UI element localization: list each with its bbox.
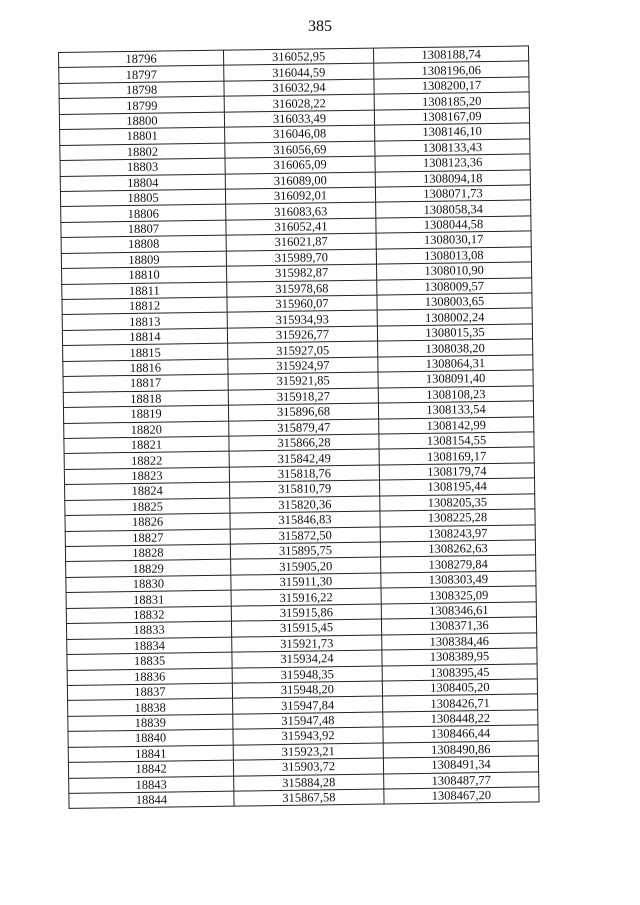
- coordinates-table: [58, 45, 540, 809]
- point-number-cell: 18823: [64, 467, 229, 485]
- y-coordinate-cell: 1308196,06: [374, 61, 529, 79]
- point-number-cell: 18814: [62, 328, 227, 346]
- x-coordinate-cell: 315915,86: [231, 604, 381, 622]
- point-number-cell: 18827: [65, 529, 230, 547]
- x-coordinate-cell: 315934,93: [227, 311, 377, 329]
- x-coordinate-cell: 315960,07: [227, 295, 377, 313]
- y-coordinate-cell: 1308185,20: [374, 92, 529, 110]
- point-number-cell: 18839: [68, 714, 233, 732]
- point-number-cell: 18801: [60, 127, 225, 145]
- point-number-cell: 18824: [65, 482, 230, 500]
- x-coordinate-cell: 315918,27: [228, 388, 378, 406]
- point-number-cell: 18829: [66, 560, 231, 578]
- y-coordinate-cell: 1308003,65: [377, 293, 532, 311]
- point-number-cell: 18815: [63, 343, 228, 361]
- x-coordinate-cell: 315818,76: [229, 465, 379, 483]
- y-coordinate-cell: 1308448,22: [383, 710, 538, 728]
- point-number-cell: 18796: [59, 50, 224, 68]
- point-number-cell: 18804: [60, 174, 225, 192]
- y-coordinate-cell: 1308167,09: [374, 108, 529, 126]
- y-coordinate-cell: 1308395,45: [382, 663, 537, 681]
- point-number-cell: 18837: [67, 683, 232, 701]
- y-coordinate-cell: 1308071,73: [375, 185, 530, 203]
- y-coordinate-cell: 1308225,28: [380, 509, 535, 527]
- y-coordinate-cell: 1308058,34: [376, 200, 531, 218]
- point-number-cell: 18830: [66, 575, 231, 593]
- y-coordinate-cell: 1308010,90: [376, 262, 531, 280]
- x-coordinate-cell: 315810,79: [230, 480, 380, 498]
- x-coordinate-cell: 315921,85: [228, 372, 378, 390]
- y-coordinate-cell: 1308002,24: [377, 308, 532, 326]
- y-coordinate-cell: 1308030,17: [376, 231, 531, 249]
- x-coordinate-cell: 315911,30: [231, 573, 381, 591]
- point-number-cell: 18835: [67, 652, 232, 670]
- point-number-cell: 18826: [65, 513, 230, 531]
- x-coordinate-cell: 316033,49: [224, 110, 374, 128]
- x-coordinate-cell: 316046,08: [225, 125, 375, 143]
- y-coordinate-cell: 1308094,18: [375, 169, 530, 187]
- y-coordinate-cell: 1308064,31: [378, 355, 533, 373]
- x-coordinate-cell: 316083,63: [226, 202, 376, 220]
- x-coordinate-cell: 315924,97: [228, 357, 378, 375]
- y-coordinate-cell: 1308243,97: [380, 524, 535, 542]
- point-number-cell: 18834: [67, 637, 232, 655]
- page-number: 385: [308, 18, 332, 35]
- y-coordinate-cell: 1308303,49: [381, 571, 536, 589]
- x-coordinate-cell: 315842,49: [229, 449, 379, 467]
- point-number-cell: 18831: [66, 590, 231, 608]
- point-number-cell: 18816: [63, 359, 228, 377]
- x-coordinate-cell: 315820,36: [230, 496, 380, 514]
- y-coordinate-cell: 1308389,95: [382, 648, 537, 666]
- y-coordinate-cell: 1308279,84: [381, 555, 536, 573]
- point-number-cell: 18820: [64, 421, 229, 439]
- y-coordinate-cell: 1308009,57: [377, 277, 532, 295]
- x-coordinate-cell: 316052,41: [226, 218, 376, 236]
- x-coordinate-cell: 316028,22: [224, 94, 374, 112]
- x-coordinate-cell: 316032,94: [224, 79, 374, 97]
- x-coordinate-cell: 315989,70: [226, 249, 376, 267]
- x-coordinate-cell: 315884,28: [234, 774, 384, 792]
- y-coordinate-cell: 1308467,20: [384, 787, 539, 805]
- y-coordinate-cell: 1308188,74: [373, 46, 528, 64]
- y-coordinate-cell: 1308013,08: [376, 247, 531, 265]
- y-coordinate-cell: 1308384,46: [382, 632, 537, 650]
- x-coordinate-cell: 315947,48: [233, 712, 383, 730]
- y-coordinate-cell: 1308371,36: [381, 617, 536, 635]
- y-coordinate-cell: 1308346,61: [381, 602, 536, 620]
- x-coordinate-cell: 315916,22: [231, 588, 381, 606]
- point-number-cell: 18818: [63, 390, 228, 408]
- point-number-cell: 18806: [61, 205, 226, 223]
- y-coordinate-cell: 1308142,99: [379, 416, 534, 434]
- point-number-cell: 18803: [60, 158, 225, 176]
- y-coordinate-cell: 1308490,86: [383, 741, 538, 759]
- point-number-cell: 18798: [59, 81, 224, 99]
- y-coordinate-cell: 1308179,74: [379, 463, 534, 481]
- y-coordinate-cell: 1308133,54: [378, 401, 533, 419]
- point-number-cell: 18809: [61, 251, 226, 269]
- point-number-cell: 18842: [68, 760, 233, 778]
- point-number-cell: 18812: [62, 297, 227, 315]
- coordinates-table-wrapper: [58, 45, 539, 809]
- coordinates-table-body: [59, 46, 540, 809]
- x-coordinate-cell: 315948,35: [232, 666, 382, 684]
- y-coordinate-cell: 1308108,23: [378, 386, 533, 404]
- x-coordinate-cell: 315943,92: [233, 727, 383, 745]
- point-number-cell: 18828: [65, 544, 230, 562]
- x-coordinate-cell: 316092,01: [225, 187, 375, 205]
- y-coordinate-cell: 1308038,20: [378, 339, 533, 357]
- point-number-cell: 18836: [67, 668, 232, 686]
- x-coordinate-cell: 315982,87: [227, 264, 377, 282]
- point-number-cell: 18808: [61, 235, 226, 253]
- point-number-cell: 18810: [62, 266, 227, 284]
- point-number-cell: 18799: [59, 96, 224, 114]
- x-coordinate-cell: 315872,50: [230, 527, 380, 545]
- x-coordinate-cell: 316065,09: [225, 156, 375, 174]
- point-number-cell: 18811: [62, 282, 227, 300]
- point-number-cell: 18807: [61, 220, 226, 238]
- x-coordinate-cell: 315896,68: [228, 403, 378, 421]
- x-coordinate-cell: 316021,87: [226, 233, 376, 251]
- x-coordinate-cell: 315866,28: [229, 434, 379, 452]
- x-coordinate-cell: 315879,47: [229, 419, 379, 437]
- y-coordinate-cell: 1308154,55: [379, 432, 534, 450]
- x-coordinate-cell: 315923,21: [233, 743, 383, 761]
- point-number-cell: 18797: [59, 66, 224, 84]
- x-coordinate-cell: 315934,24: [232, 650, 382, 668]
- x-coordinate-cell: 315921,73: [232, 635, 382, 653]
- y-coordinate-cell: 1308195,44: [380, 478, 535, 496]
- point-number-cell: 18833: [66, 621, 231, 639]
- point-number-cell: 18822: [64, 452, 229, 470]
- x-coordinate-cell: 315978,68: [227, 280, 377, 298]
- y-coordinate-cell: 1308405,20: [382, 679, 537, 697]
- point-number-cell: 18817: [63, 374, 228, 392]
- y-coordinate-cell: 1308325,09: [381, 586, 536, 604]
- x-coordinate-cell: 315905,20: [231, 557, 381, 575]
- point-number-cell: 18800: [59, 112, 224, 130]
- x-coordinate-cell: 315927,05: [228, 341, 378, 359]
- x-coordinate-cell: 316044,59: [224, 64, 374, 82]
- x-coordinate-cell: 316056,69: [225, 141, 375, 159]
- x-coordinate-cell: 315947,84: [233, 696, 383, 714]
- point-number-cell: 18819: [63, 405, 228, 423]
- x-coordinate-cell: 315948,20: [232, 681, 382, 699]
- y-coordinate-cell: 1308205,35: [380, 494, 535, 512]
- point-number-cell: 18838: [68, 699, 233, 717]
- x-coordinate-cell: 315903,72: [233, 758, 383, 776]
- y-coordinate-cell: 1308091,40: [378, 370, 533, 388]
- y-coordinate-cell: 1308491,34: [383, 756, 538, 774]
- y-coordinate-cell: 1308169,17: [379, 447, 534, 465]
- y-coordinate-cell: 1308123,36: [375, 154, 530, 172]
- x-coordinate-cell: 315915,45: [231, 619, 381, 637]
- x-coordinate-cell: 316052,95: [223, 48, 373, 66]
- point-number-cell: 18840: [68, 729, 233, 747]
- point-number-cell: 18825: [65, 498, 230, 516]
- point-number-cell: 18805: [60, 189, 225, 207]
- x-coordinate-cell: 316089,00: [225, 172, 375, 190]
- point-number-cell: 18844: [69, 791, 234, 809]
- point-number-cell: 18802: [60, 143, 225, 161]
- point-number-cell: 18832: [66, 606, 231, 624]
- y-coordinate-cell: 1308426,71: [383, 694, 538, 712]
- x-coordinate-cell: 315867,58: [234, 789, 384, 807]
- y-coordinate-cell: 1308015,35: [377, 324, 532, 342]
- y-coordinate-cell: 1308487,77: [384, 771, 539, 789]
- y-coordinate-cell: 1308200,17: [374, 77, 529, 95]
- y-coordinate-cell: 1308133,43: [375, 139, 530, 157]
- y-coordinate-cell: 1308044,58: [376, 216, 531, 234]
- x-coordinate-cell: 315926,77: [227, 326, 377, 344]
- x-coordinate-cell: 315846,83: [230, 511, 380, 529]
- y-coordinate-cell: 1308146,10: [375, 123, 530, 141]
- y-coordinate-cell: 1308466,44: [383, 725, 538, 743]
- point-number-cell: 18843: [69, 776, 234, 794]
- y-coordinate-cell: 1308262,63: [380, 540, 535, 558]
- point-number-cell: 18813: [62, 313, 227, 331]
- point-number-cell: 18841: [68, 745, 233, 763]
- x-coordinate-cell: 315895,75: [230, 542, 380, 560]
- point-number-cell: 18821: [64, 436, 229, 454]
